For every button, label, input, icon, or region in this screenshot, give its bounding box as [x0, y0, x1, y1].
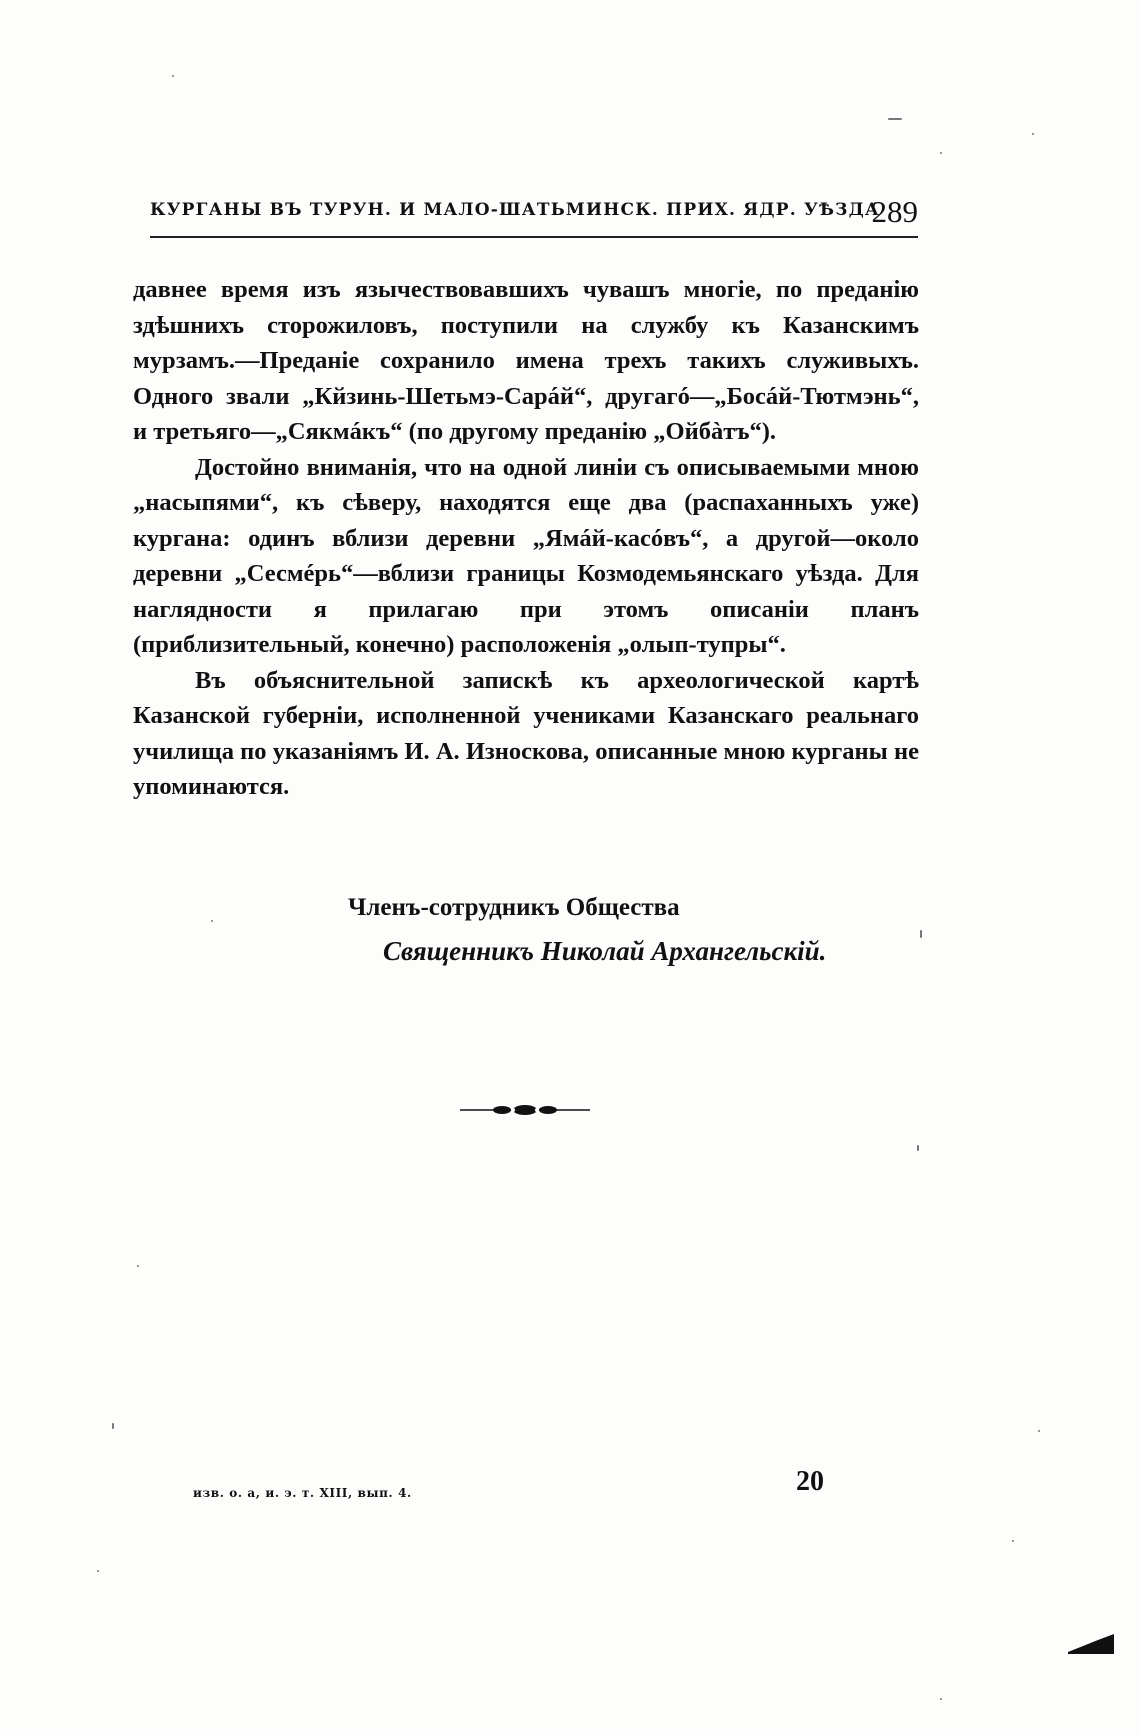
print-speck: [172, 75, 174, 77]
body-text: [133, 272, 919, 805]
sheet-signature-number: 20: [796, 1466, 824, 1497]
printer-signature: изв. о. а, и. э. т. XIII, вып. 4.: [193, 1486, 412, 1500]
paragraph-2: Достойно вниманія, что на одной линіи съ описываемыми мною „насыпями“, къ сѣверу, находятся еще два (распаханныхъ уже) кургана: одинъ вблизи деревни „Ямáй-касóвъ“, а другой—около деревни „Сесмéрь“—вблизи границы Козмодемьянскаго уѣзда. Для наглядности я прилагаю при этомъ описаніи планъ (приблизительный, конечно) расположенія „олып-тупры“.: [133, 453, 919, 658]
print-speck: [211, 920, 213, 922]
print-speck: [1012, 1540, 1014, 1542]
ornament-divider-icon: [460, 1100, 590, 1120]
print-speck: [940, 152, 942, 154]
scan-corner-mark-icon: [1068, 1634, 1114, 1654]
paragraph-3: Въ объяснительной запискѣ къ археологической картѣ Казанской губерніи, исполненной учениками Казанскаго реальнаго училища по указаніямъ И. А. Износкова, описанные мною курганы не упоминаются.: [133, 666, 919, 800]
print-speck: [940, 1698, 942, 1700]
running-head-title: КУРГАНЫ ВЪ ТУРУН. И МАЛО-ШАТЬМИНСК. ПРИХ. ЯДР. УѢЗДА: [150, 200, 880, 220]
author-signature: [0, 894, 1140, 984]
paragraph-1: давнее время изъ язычествовавшихъ чувашъ многіе, по преданію здѣшнихъ сторожиловъ, поступили на службу къ Казанскимъ мурзамъ.—Преданіе сохранило имена трехъ такихъ служивыхъ. Одного звали „Кйзинь-Шетьмэ-Сарáй“, другагó—„Босáй-Тютмэнь“, и третьяго—„Сякмáкъ“ (по другому преданію „Ойбàтъ“).: [133, 276, 919, 445]
signature-name: Священникъ Николай Архангельскій.: [383, 936, 827, 966]
print-speck: [1038, 1430, 1040, 1432]
print-speck: [917, 1145, 919, 1151]
running-head: [150, 196, 918, 238]
print-speck: [920, 930, 922, 938]
page-number: 289: [871, 194, 918, 229]
signature-position: Членъ-сотрудникъ Общества: [348, 894, 680, 921]
print-speck: [97, 1570, 99, 1572]
print-speck: [888, 118, 902, 120]
print-speck: [1032, 133, 1034, 135]
print-speck: [137, 1265, 139, 1267]
print-speck: [112, 1423, 114, 1429]
